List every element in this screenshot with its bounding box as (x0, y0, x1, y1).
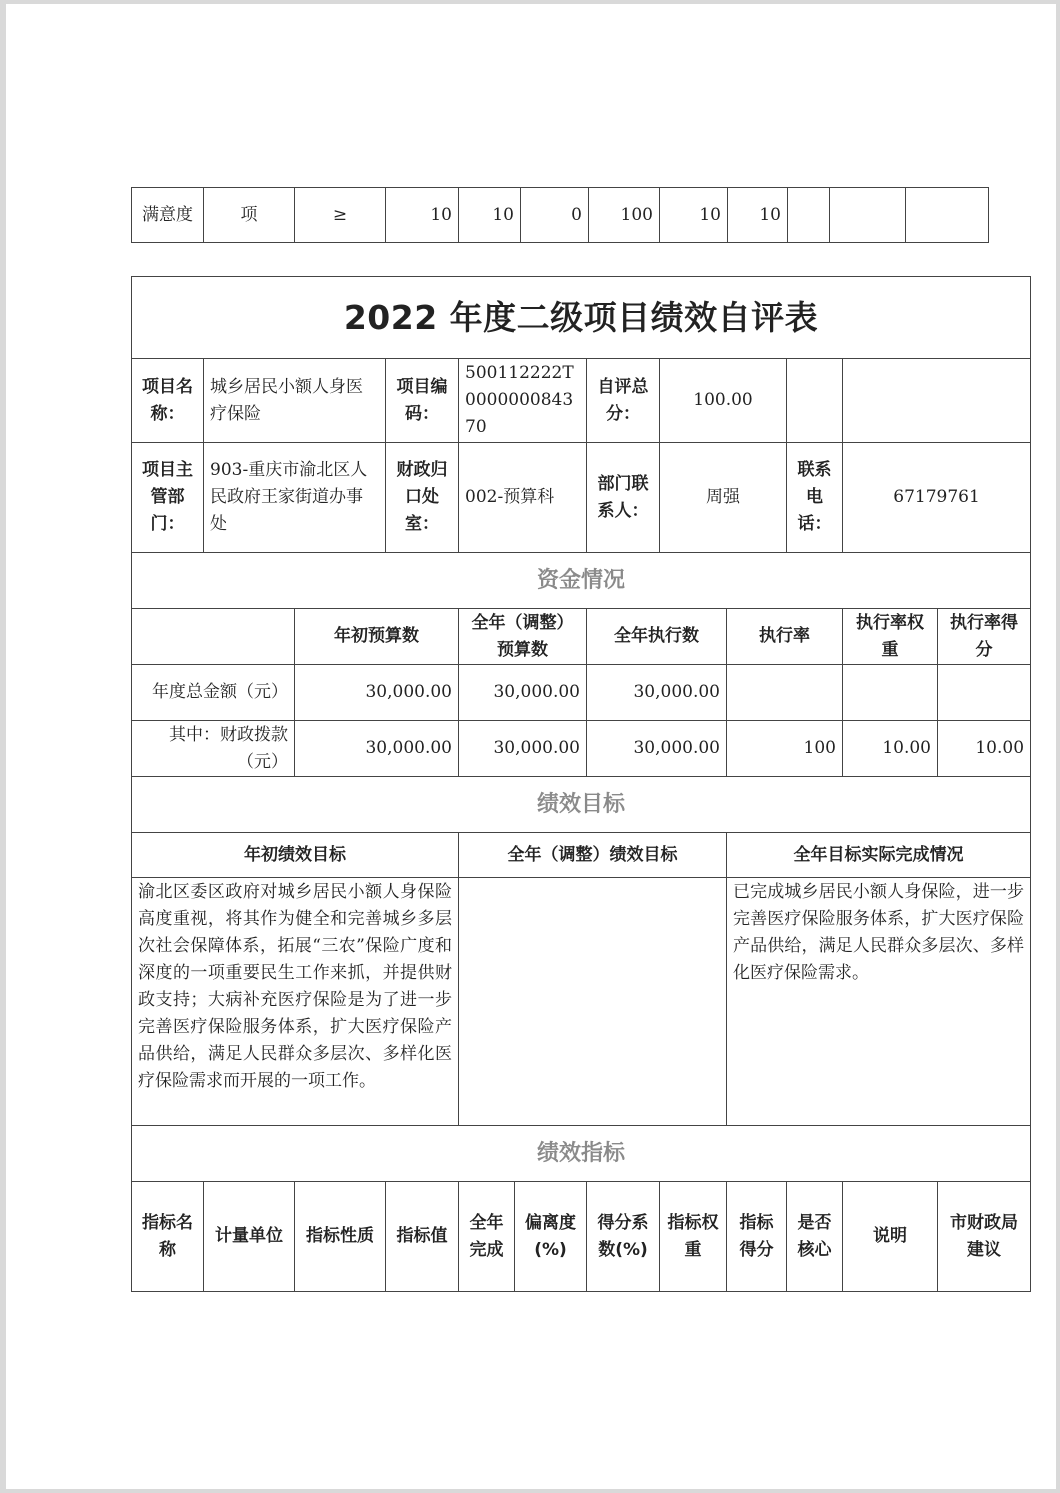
phone-value: 67179761 (843, 443, 1031, 553)
funds-header: 执行率权重 (843, 609, 938, 665)
indicators-header: 指标名称 (132, 1182, 204, 1292)
table-row (132, 721, 1031, 777)
funds-header: 全年执行数 (587, 609, 727, 665)
indicators-section-row (132, 1126, 1031, 1182)
goals-header: 全年目标实际完成情况 (727, 833, 1031, 878)
funds-section-row (132, 553, 1031, 609)
funds-row-label: 其中：财政拨款（元） (132, 721, 295, 777)
project-row-2 (132, 443, 1031, 553)
funds-cell (938, 665, 1031, 721)
goals-header: 年初绩效目标 (132, 833, 459, 878)
empty-cell (132, 609, 295, 665)
funds-section-title: 资金情况 (132, 553, 1031, 609)
funds-cell: 30,000.00 (295, 721, 459, 777)
indicator-core (788, 188, 830, 243)
office-label: 财政归口处室： (386, 443, 459, 553)
funds-header: 执行率得分 (938, 609, 1031, 665)
indicator-unit: 项 (204, 188, 295, 243)
indicators-header: 市财政局建议 (938, 1182, 1031, 1292)
project-name-label: 项目名称： (132, 359, 204, 443)
indicators-header-row (132, 1182, 1031, 1292)
project-row-1 (132, 359, 1031, 443)
funds-cell (843, 665, 938, 721)
project-code-label: 项目编码： (386, 359, 459, 443)
contact-value: 周强 (660, 443, 787, 553)
funds-header-row (132, 609, 1031, 665)
indicator-score: 10 (728, 188, 788, 243)
funds-header: 年初预算数 (295, 609, 459, 665)
empty-cell (787, 359, 843, 443)
indicator-complete: 10 (459, 188, 521, 243)
self-evaluation-table (131, 276, 1031, 1292)
goals-header-row (132, 833, 1031, 878)
goals-header: 全年（调整）绩效目标 (459, 833, 727, 878)
indicators-section-title: 绩效指标 (132, 1126, 1031, 1182)
indicators-header: 指标得分 (727, 1182, 787, 1292)
indicators-header: 得分系数(%) (587, 1182, 660, 1292)
funds-header: 执行率 (727, 609, 843, 665)
table-row (132, 665, 1031, 721)
indicator-nature: ≥ (295, 188, 386, 243)
indicator-advice (906, 188, 989, 243)
dept-value: 903-重庆市渝北区人民政府王家街道办事处 (204, 443, 386, 553)
adjusted-goal-text (459, 878, 727, 1126)
self-score-label: 自评总分： (587, 359, 660, 443)
funds-cell: 30,000.00 (459, 721, 587, 777)
funds-cell: 30,000.00 (295, 665, 459, 721)
funds-cell: 30,000.00 (587, 665, 727, 721)
indicators-header: 全年完成 (459, 1182, 515, 1292)
goals-section-title: 绩效目标 (132, 777, 1031, 833)
indicator-weight: 10 (660, 188, 728, 243)
table-row (132, 188, 989, 243)
indicator-name: 满意度 (132, 188, 204, 243)
title-row (132, 277, 1031, 359)
contact-label: 部门联系人： (587, 443, 660, 553)
funds-cell: 100 (727, 721, 843, 777)
page-title: 2022 年度二级项目绩效自评表 (132, 277, 1031, 359)
indicators-header: 是否核心 (787, 1182, 843, 1292)
indicators-header: 指标性质 (295, 1182, 386, 1292)
funds-cell (727, 665, 843, 721)
indicators-header: 指标值 (386, 1182, 459, 1292)
funds-cell: 30,000.00 (459, 665, 587, 721)
dept-label: 项目主管部门： (132, 443, 204, 553)
actual-completion-text: 已完成城乡居民小额人身保险，进一步完善医疗保险服务体系，扩大医疗保险产品供给，满足人民群众多层次、多样化医疗保险需求。 (727, 878, 1031, 1126)
funds-row-label: 年度总金额（元） (132, 665, 295, 721)
phone-label: 联系电话： (787, 443, 843, 553)
indicator-coef: 100 (589, 188, 660, 243)
indicator-value: 10 (386, 188, 459, 243)
indicators-header: 指标权重 (660, 1182, 727, 1292)
self-score-value: 100.00 (660, 359, 787, 443)
project-code-value: 500112222T000000084370 (459, 359, 587, 443)
goals-content-row (132, 878, 1031, 1126)
funds-cell: 10.00 (843, 721, 938, 777)
project-name-value: 城乡居民小额人身医疗保险 (204, 359, 386, 443)
funds-cell: 30,000.00 (587, 721, 727, 777)
indicator-note (830, 188, 906, 243)
indicator-continuation-table (131, 187, 989, 243)
funds-header: 全年（调整）预算数 (459, 609, 587, 665)
indicators-header: 说明 (843, 1182, 938, 1292)
funds-cell: 10.00 (938, 721, 1031, 777)
indicator-deviation: 0 (521, 188, 589, 243)
indicators-header: 计量单位 (204, 1182, 295, 1292)
initial-goal-text: 渝北区委区政府对城乡居民小额人身保险高度重视，将其作为健全和完善城乡多层次社会保障体系，拓展“三农”保险广度和深度的一项重要民生工作来抓，并提供财政支持；大病补充医疗保险是为了进一步完善医疗保险服务体系，扩大医疗保险产品供给，满足人民群众多层次、多样化医疗保险需求而开展的一项工作。 (132, 878, 459, 1126)
office-value: 002-预算科 (459, 443, 587, 553)
indicators-header: 偏离度(%) (515, 1182, 587, 1292)
goals-section-row (132, 777, 1031, 833)
empty-cell (843, 359, 1031, 443)
